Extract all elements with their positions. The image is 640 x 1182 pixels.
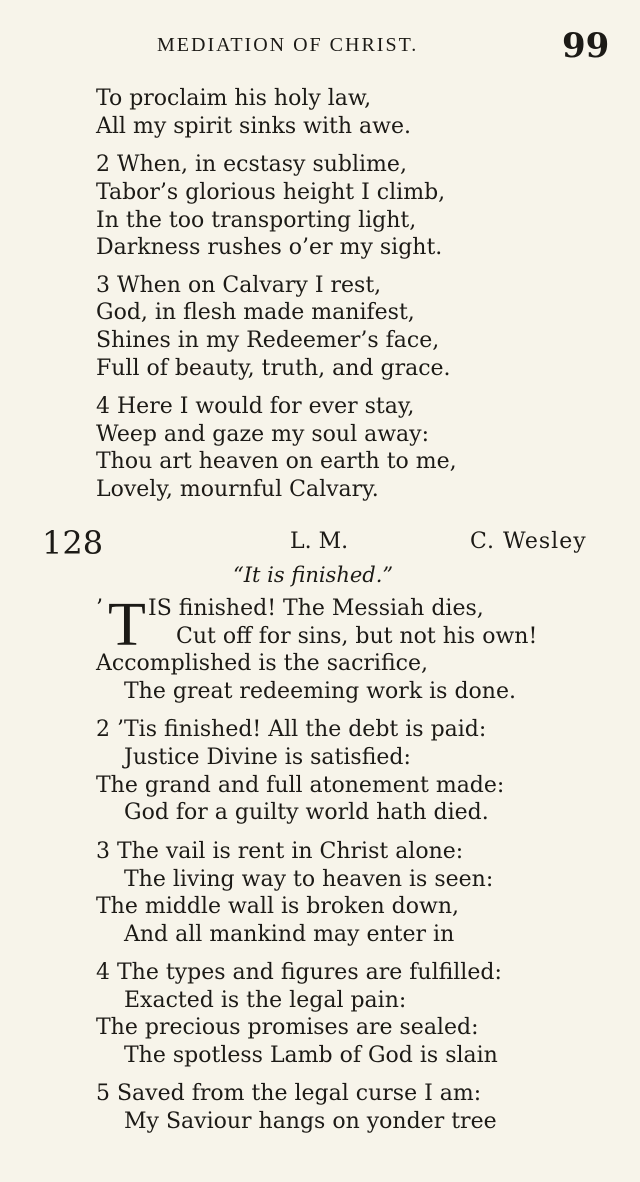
running-head: MEDIATION OF CHRIST. xyxy=(157,34,419,56)
verse-line: Tabor’s glorious height I climb, xyxy=(96,180,446,205)
hymn-number: 128 xyxy=(42,524,104,562)
drop-cap: T xyxy=(108,591,146,659)
verse-line: My Saviour hangs on yonder tree xyxy=(124,1109,497,1134)
verse-line: In the too transporting light, xyxy=(96,208,417,233)
verse-line: The great redeeming work is done. xyxy=(124,679,516,704)
verse-line: Exacted is the legal pain: xyxy=(124,988,407,1013)
verse-line: The spotless Lamb of God is slain xyxy=(124,1043,498,1068)
verse-line: Lovely, mournful Calvary. xyxy=(96,477,379,502)
verse-line: Justice Divine is satisfied: xyxy=(124,745,411,770)
verse-line: God for a guilty world hath died. xyxy=(124,800,489,825)
verse-line: Thou art heaven on earth to me, xyxy=(96,449,457,474)
verse-line: 4 Here I would for ever stay, xyxy=(96,394,415,419)
verse-line: The precious promises are sealed: xyxy=(96,1015,479,1040)
verse-line: IS finished! The Messiah dies, xyxy=(148,596,484,621)
verse-line: Accomplished is the sacrifice, xyxy=(96,651,428,676)
verse-line: The grand and full atonement made: xyxy=(96,773,505,798)
verse-line: God, in flesh made manifest, xyxy=(96,300,415,325)
verse-line: All my spirit sinks with awe. xyxy=(96,114,411,139)
verse-line: The living way to heaven is seen: xyxy=(124,867,494,892)
page-number: 99 xyxy=(562,26,610,66)
verse-line: 3 The vail is rent in Christ alone: xyxy=(96,839,464,864)
verse-line: Shines in my Redeemer’s face, xyxy=(96,328,440,353)
verse-line: 2 When, in ecstasy sublime, xyxy=(96,152,407,177)
verse-line: The middle wall is broken down, xyxy=(96,894,459,919)
verse-line: 4 The types and figures are fulfilled: xyxy=(96,960,502,985)
verse-line: 3 When on Calvary I rest, xyxy=(96,273,382,298)
hymn-subtitle: “It is finished.” xyxy=(233,563,394,587)
verse-line: To proclaim his holy law, xyxy=(96,86,372,111)
hymn-meter: L. M. xyxy=(290,529,349,554)
opening-apostrophe: ’ xyxy=(96,596,103,621)
verse-line: Cut off for sins, but not his own! xyxy=(176,624,538,649)
verse-line: Full of beauty, truth, and grace. xyxy=(96,356,451,381)
verse-line: 2 ’Tis finished! All the debt is paid: xyxy=(96,717,487,742)
verse-line: Weep and gaze my soul away: xyxy=(96,422,430,447)
verse-line: 5 Saved from the legal curse I am: xyxy=(96,1081,482,1106)
verse-line: And all mankind may enter in xyxy=(124,922,455,947)
verse-line: Darkness rushes o’er my sight. xyxy=(96,235,443,260)
hymn-author: C. Wesley xyxy=(470,529,587,554)
